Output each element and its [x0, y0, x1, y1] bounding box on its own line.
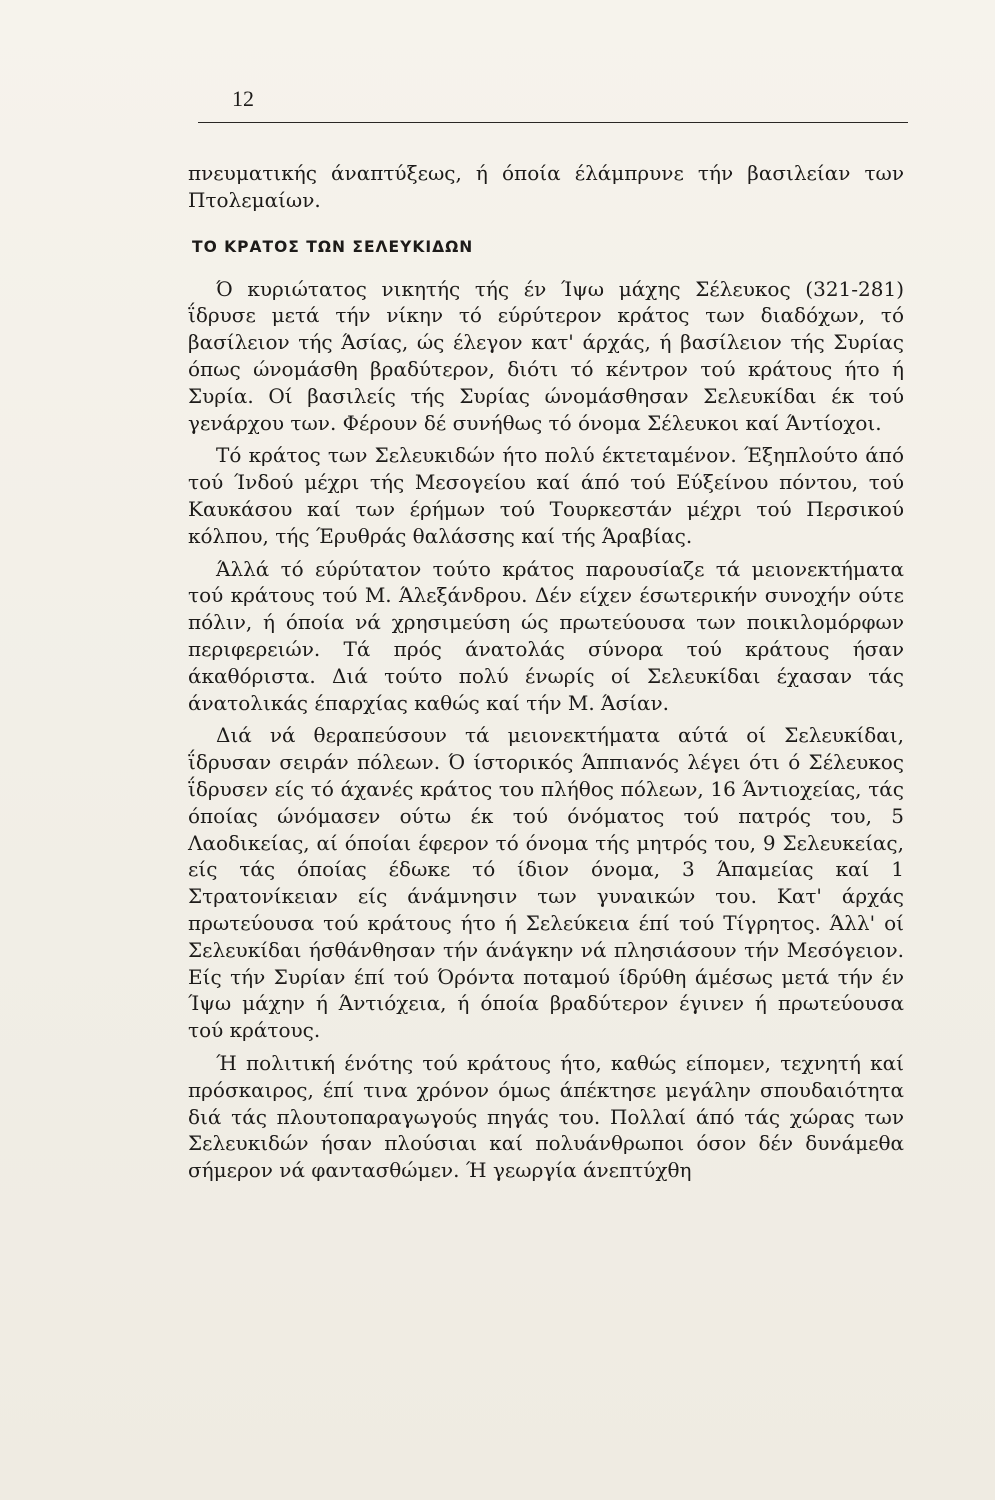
intro-paragraph: πνευματικής άναπτύξεως, ή όποία έλάμπρυνε τήν βασιλείαν των Πτολεμαίων.: [188, 161, 904, 212]
paragraph-cities: Διά νά θεραπεύσουν τά μειονεκτήματα αύτά οί Σελευκίδαι, ΐδρυσαν σειράν πόλεων. Ό ίστορικός Άππιανός λέγει ότι ό Σέλευκος ΐδρυσεν είς τό άχανές κράτος του πλήθος πόλεων, 16 Άντιοχείας, τάς όποίας ώνόμασεν ούτω έκ τού όνόματος τού πατρός του, 5 Λαοδικείας, αί όποίαι έφερον τό όνομα τής μητρός του, 9 Σελευκείας, είς τάς όποίας έδωκε τό ίδιον όνομα, 3 Άπαμείας καί 1 Στρατονίκειαν είς άνάμνησιν των γυναικών του. Κατ' άρχάς πρωτεύουσα τού κράτους ήτο ή Σελεύκεια έπί τού Τίγρητος. Άλλ' οί Σελευκίδαι ήσθάνθησαν τήν άνάγκην νά πλησιάσουν τήν Μεσόγειον. Είς τήν Συρίαν έπί τού Όρόντα ποταμού ίδρύθη άμέσως μετά τήν έν Ίψω μάχην ή Άντιόχεια, ή όποία βραδύτερον έγινεν ή πρωτεύουσα τού κράτους.: [188, 723, 904, 1043]
body-text: [188, 160, 904, 1190]
paragraph-extent: Τό κράτος των Σελευκιδών ήτο πολύ έκτεταμένον. Έξηπλούτο άπό τού Ίνδού μέχρι τής Μεσογείου καί άπό τού Εύξείνου πόντου, τού Καυκάσου καί των έρήμων τού Τουρκεστάν μέχρι τού Περσικού κόλπου, τής Έρυθράς θαλάσσης καί τής Άραβίας.: [188, 443, 904, 548]
header-rule: [198, 122, 908, 123]
paragraph-weaknesses: Άλλά τό εύρύτατον τούτο κράτος παρουσίαζε τά μειονεκτήματα τού κράτους τού Μ. Άλεξάνδρου. Δέν είχεν έσωτερικήν συνοχήν ούτε πόλιν, ή όποία νά χρησιμεύση ώς πρωτεύουσα των ποικιλομόρφων περιφερειών. Τά πρός άνατολάς σύνορα τού κράτους ήσαν άκαθόριστα. Διά τούτο πολύ ένωρίς οί Σελευκίδαι έχασαν τάς άνατολικάς έπαρχίας καθώς καί τήν Μ. Άσίαν.: [188, 556, 904, 715]
paragraph-political-unity: Ή πολιτική ένότης τού κράτους ήτο, καθώς είπομεν, τεχνητή καί πρόσκαιρος, έπί τινα χρόνον όμως άπέκτησε μεγάλην σπουδαιότητα διά τάς πλουτοπαραγωγούς πηγάς του. Πολλαί άπό τάς χώρας των Σελευκιδών ήσαν πλούσιαι καί πολυάνθρωποι όσον δέν δυνάμεθα σήμερον νά φαντασθώμεν. Ή γεωργία άνεπτύχθη: [188, 1050, 904, 1183]
paragraph-seleucus: Ό κυριώτατος νικητής τής έν Ίψω μάχης Σέλευκος (321-281) ΐδρυσε μετά τήν νίκην τό εύρύτερον κράτος των διαδόχων, τό βασίλειον τής Άσίας, ώς έλεγον κατ' άρχάς, ή βασίλειον τής Συρίας όπως ώνομάσθη βραδύτερον, διότι τό κέντρον τού κράτους ήτο ή Συρία. Οί βασιλείς τής Συρίας ώνομάσθησαν Σελευκίδαι έκ τού γενάρχου των. Φέρουν δέ συνήθως τό όνομα Σέλευκοι καί Άντίοχοι.: [188, 276, 904, 435]
page-number: 12: [232, 86, 254, 111]
section-heading: ΤΟ ΚΡΑΤΟΣ ΤΩΝ ΣΕΛΕΥΚΙΔΩΝ: [192, 237, 474, 256]
